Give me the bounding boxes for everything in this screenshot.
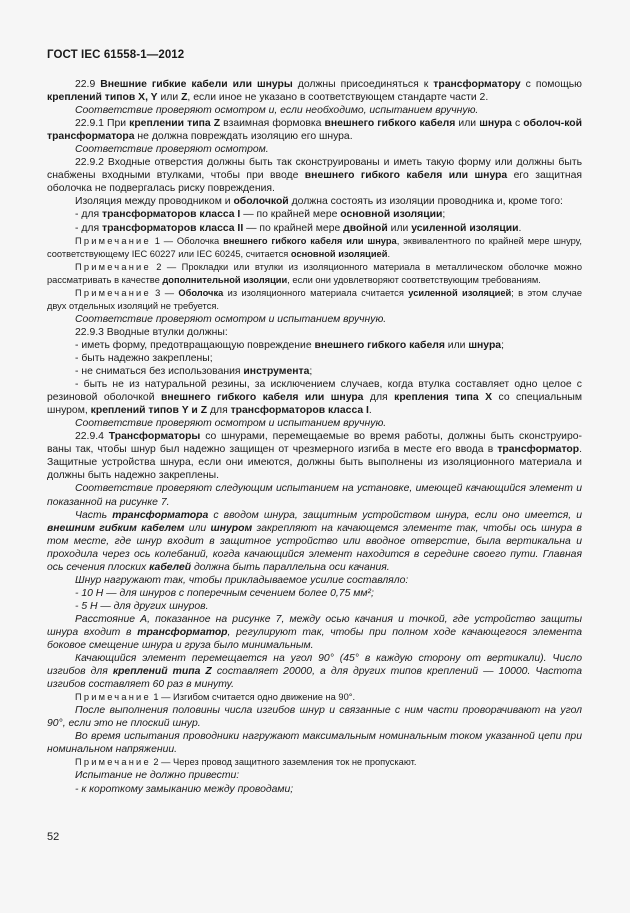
text-run: - не сниматься без использования <box>75 366 244 378</box>
text-run: ; <box>501 339 504 351</box>
bold-term: внешнего гибкого кабеля или шнура <box>304 170 508 182</box>
text-run: Расстояние А, показанное на рисунке 7, между осью качания и точкой, где устройство защиты шнура входит в <box>47 613 582 638</box>
paragraph <box>47 652 582 691</box>
text-run: Часть <box>75 509 113 521</box>
bold-term: внешнего гибкого кабеля <box>324 118 456 130</box>
bold-term: дополнительной изоляции <box>162 274 288 285</box>
bold-term: усиленной изоляцией <box>408 287 512 298</box>
paragraph <box>47 195 582 208</box>
note-label: Примечание <box>75 287 151 298</box>
text-run: - для <box>75 209 102 221</box>
text-run: — по крайней мере <box>240 209 341 221</box>
bold-term: Трансформаторы <box>108 431 201 443</box>
bold-term: основной изоляцией <box>290 248 388 259</box>
bold-term: трансформаторов класса I <box>102 209 241 221</box>
text-run: должна состоять из изоляции проводника и, кроме того: <box>288 196 563 208</box>
bold-term: трансформаторов класса II <box>102 222 244 234</box>
paragraph <box>47 378 582 417</box>
text-run: - к короткому замыканию между проводами; <box>75 783 294 795</box>
bold-term: шнура <box>479 118 512 130</box>
bold-term: шнуром <box>210 522 253 534</box>
text-run: . Защитные устройства шнура, если они имеются, должны быть выполнены из изоляционного материала и должны быть надежно закреплены. <box>47 444 582 482</box>
paragraph <box>47 704 582 730</box>
bold-term: усиленной изоляции <box>411 222 519 234</box>
text-run: - 5 Н — для других шнуров. <box>75 600 209 612</box>
bold-term: трансформатору <box>433 79 521 90</box>
text-run: закрепляют на качающемся элементе так, чтобы ось шнура в том месте, где шнур входит в защитное устройство или вводное отверстие, была вертикальна и проходила через ось колебаний, когда качающийся элемент находится в середине своего пути. Главная ось сечения плоских <box>47 522 582 573</box>
text-run: со специальным шнуром, <box>47 392 583 417</box>
document-header: ГОСТ IEC 61558-1—2012 <box>47 49 185 61</box>
text-run: или <box>157 92 182 104</box>
text-run: 22.9.3 Вводные втулки должны: <box>75 326 228 338</box>
bold-term: оболоч-кой трансформатора <box>47 118 582 143</box>
note-label: Примечание <box>75 235 151 246</box>
text-run: должна быть параллельна оси качания. <box>191 561 390 573</box>
bold-term: трансформатор <box>497 444 580 456</box>
text-run: ; <box>309 366 313 378</box>
text-run: , регулируют так, чтобы при полном ходе качающегося элемента боковое смещение шнура и груза было минимальным. <box>47 626 582 652</box>
text-run: его защитная оболочка не подвергалась риску повреждения. <box>47 170 582 195</box>
paragraph <box>47 208 582 221</box>
text-run: После выполнения половины числа изгибов шнур и связанные с ним части проворачивают на угол 90°, если это не плоский шнур. <box>47 705 582 730</box>
page-number: 52 <box>47 831 60 843</box>
document-body <box>47 78 582 796</box>
text-run: Качающийся элемент перемещается на угол 90° (45° в каждую сторону от вертикали). Число изгибов для <box>47 653 582 678</box>
paragraph <box>47 261 582 287</box>
text-run: , эквивалентного по крайней мере шнуру, соответствующему IEC 60227 или IEC 60245, считается <box>47 235 582 259</box>
text-run: или <box>184 522 211 534</box>
note-label: Примечание <box>75 757 151 768</box>
text-run: Испытание не должно привести: <box>75 770 240 782</box>
text-run: с <box>511 118 524 130</box>
paragraph <box>47 613 582 652</box>
text-run: Соответствие проверяют осмотром и, если необходимо, испытанием вручную. <box>75 105 479 117</box>
text-run: - иметь форму, предотвращающую повреждение <box>75 339 315 351</box>
paragraph <box>47 482 582 508</box>
paragraph <box>47 600 582 613</box>
paragraph <box>47 222 582 235</box>
note-label: Примечание <box>75 261 151 272</box>
bold-term: креплений типов X, Y <box>47 92 158 104</box>
text-run: Изоляция между проводником и <box>75 196 234 208</box>
bold-term: основной изоляции <box>340 209 443 221</box>
bold-term: креплении типа Z <box>129 118 221 130</box>
text-run: для <box>363 392 395 404</box>
bold-term: трансформаторов класса I <box>230 405 369 417</box>
text-run: для <box>207 405 231 417</box>
paragraph <box>47 287 582 313</box>
paragraph <box>47 574 582 587</box>
text-run: ; <box>442 209 446 221</box>
text-run: 3 — <box>150 287 179 298</box>
text-run: или <box>444 339 469 351</box>
bold-term: внешнего гибкого кабеля или шнура <box>160 392 364 404</box>
text-run: - 10 Н — для шнуров с поперечным сечением более 0,75 мм²; <box>75 587 374 599</box>
text-run: . <box>387 248 391 259</box>
bold-term: инструмента <box>243 366 310 378</box>
bold-term: двойной <box>343 222 388 234</box>
paragraph <box>47 339 582 352</box>
text-run: Соответствие проверяют осмотром и испытанием вручную. <box>75 313 387 325</box>
text-run: из изоляционного материала считается <box>223 287 409 298</box>
bold-term: внешнего гибкого кабеля или шнура <box>223 235 397 246</box>
text-run: 2 — Прокладки или втулки из изоляционного материала в металлическом оболочке можно рассматривать в качестве <box>47 261 582 285</box>
paragraph <box>47 769 582 782</box>
text-run: должны присоединяться к <box>292 79 434 90</box>
text-run: Шнур нагружают так, чтобы прикладываемое усилие составляло: <box>75 574 409 586</box>
text-run: - быть не из натуральной резины, за исключением случаев, когда втулка составляет одно целое с резиновой оболочкой <box>47 379 582 404</box>
text-run: с помощью <box>520 79 582 90</box>
text-run: - для <box>75 222 102 234</box>
text-run: или <box>455 118 480 130</box>
text-run: 1 — Изгибом считается одно движение на 90°. <box>150 692 356 703</box>
paragraph <box>47 509 582 574</box>
bold-term: оболочкой <box>233 196 289 208</box>
paragraph <box>47 587 582 600</box>
paragraph <box>47 156 582 195</box>
paragraph <box>47 143 582 156</box>
paragraph <box>47 313 582 326</box>
text-run: составляет 20000, а для других типов креплений — 10000. Частота изгибов составляет 60 раз в минуту. <box>47 666 582 691</box>
bold-term: Z <box>181 92 188 104</box>
paragraph <box>47 691 582 704</box>
paragraph <box>47 430 582 482</box>
paragraph <box>47 117 582 143</box>
text-run: со шнурами, перемещаемые во время работы, должны быть сконструиро-ваны так, чтобы шнур был надежно защищен от чрезмерного изгиба в месте его ввода в <box>47 431 583 456</box>
paragraph <box>47 104 582 117</box>
note-label: Примечание <box>75 692 151 703</box>
text-run: - быть надежно закреплены; <box>75 352 213 364</box>
paragraph <box>47 783 582 796</box>
bold-term: Оболочка <box>178 287 224 298</box>
bold-term: кабелей <box>149 561 192 573</box>
text-run: ; в этом случае двух отдельных изоляций не требуется. <box>47 287 583 311</box>
text-run: 22.9.4 <box>75 431 109 443</box>
text-run: Во время испытания проводники нагружают максимальным номинальным током указанной цепи при номинальном напряжении. <box>47 731 582 756</box>
bold-term: шнура <box>468 339 502 351</box>
text-run: 22.9 <box>75 79 101 90</box>
bold-term: креплений типов Y и Z <box>90 405 208 417</box>
text-run: . <box>518 222 522 234</box>
text-run: , если иное не указано в соответствующем стандарте части 2. <box>187 92 489 104</box>
bold-term: трансформатора <box>112 509 209 521</box>
text-run: Соответствие проверяют осмотром. <box>75 144 269 156</box>
bold-term: Внешние гибкие кабели или шнуры <box>100 79 293 90</box>
paragraph <box>47 756 582 769</box>
bold-term: трансформатор <box>137 626 228 638</box>
text-run: 22.9.2 Входные отверстия должны быть так сконструированы и иметь такую форму или должны быть снабжены входными втулками, чтобы при вводе <box>47 157 582 182</box>
text-run: Соответствие проверяют осмотром и испытанием вручную. <box>75 418 387 430</box>
bold-term: креплений типа Z <box>112 666 212 678</box>
paragraph <box>47 417 582 430</box>
bold-term: крепления типа X <box>394 392 493 404</box>
text-run: 2 — Через провод защитного заземления ток не пропускают. <box>150 757 417 768</box>
paragraph <box>47 365 582 378</box>
paragraph <box>47 78 582 104</box>
text-run: не должна повреждать изоляцию его шнура. <box>134 131 353 143</box>
text-run: — по крайней мере <box>243 222 344 234</box>
text-run: или <box>387 222 412 234</box>
text-run: взаимная формовка <box>220 118 325 130</box>
bold-term: внешним гибким кабелем <box>47 522 185 534</box>
text-run: с вводом шнура, защитным устройством шнура, если оно имеется, и <box>208 509 583 521</box>
text-run: 22.9.1 При <box>75 118 130 130</box>
paragraph <box>47 326 582 339</box>
paragraph <box>47 730 582 756</box>
text-run: Соответствие проверяют следующим испытанием на установке, имеющей качающийся элемент и показанной на рисунке 7. <box>47 483 582 508</box>
paragraph <box>47 235 582 261</box>
text-run: . <box>368 405 372 417</box>
text-run: , если они удовлетворяют соответствующим требованиям. <box>287 274 541 285</box>
text-run: 1 — Оболочка <box>150 235 224 246</box>
bold-term: внешнего гибкого кабеля <box>314 339 445 351</box>
paragraph <box>47 352 582 365</box>
